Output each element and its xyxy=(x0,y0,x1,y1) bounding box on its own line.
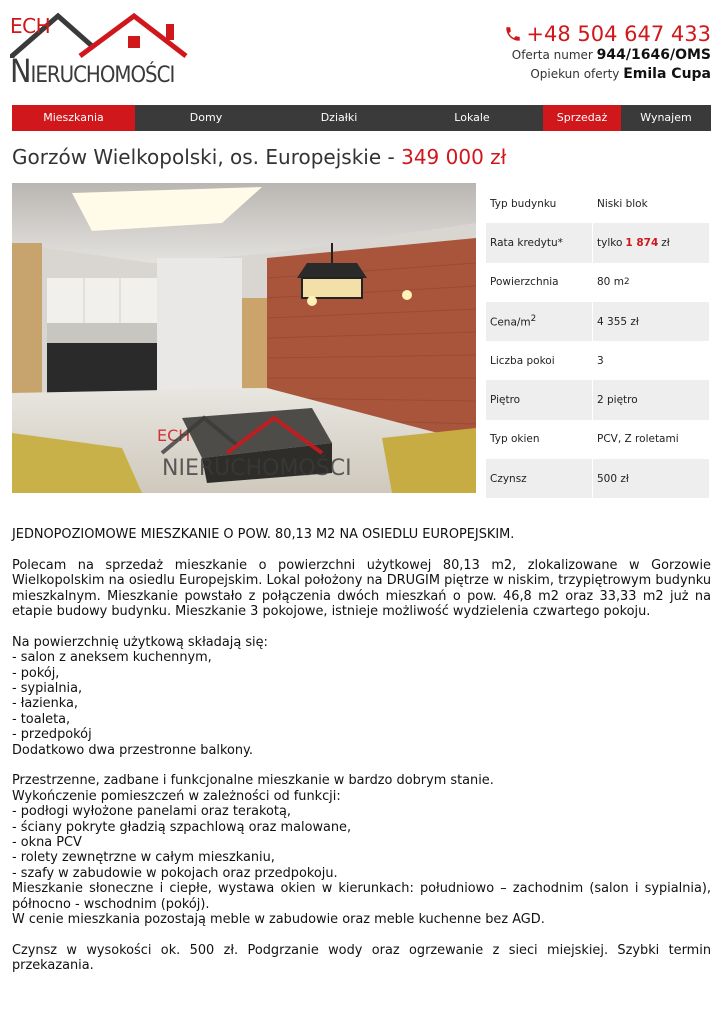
costs-note: Czynsz w wysokości ok. 500 zł. Podgrzanie wody oraz ogrzewanie z sieci miejskiej. Szybki termin przekazania. xyxy=(12,942,711,974)
phone-number: +48 504 647 433 xyxy=(526,22,711,46)
agency-logo[interactable] xyxy=(10,8,190,90)
sun-exposure-note: Mieszkanie słoneczne i ciepłe, wystawa okien w kierunkach: południowo – zachodnim (salon i sypialnia), północno - wschodnim (pokój). xyxy=(12,881,711,912)
spec-label: Typ budynku xyxy=(490,197,557,210)
loan-amount: 1 874 xyxy=(625,236,659,249)
main-nav xyxy=(12,105,711,131)
room-item: - łazienka, xyxy=(12,696,78,712)
logo-ech-text: ECH xyxy=(10,14,51,38)
nav-item-domy[interactable]: Domy xyxy=(189,111,223,124)
logo-name-rest: IERUCHOMOŚCI xyxy=(30,63,175,88)
finish-intro: Wykończenie pomieszczeń w zależności od funkcji: xyxy=(12,788,341,804)
area-value: 80 m xyxy=(597,276,624,289)
spec-row-price-per-m2 xyxy=(486,302,709,341)
spec-value: 4 355 zł xyxy=(592,302,709,341)
specs-table xyxy=(486,184,709,498)
spec-value: 500 zł xyxy=(592,459,709,498)
loan-suffix: zł xyxy=(661,236,670,249)
agent-line xyxy=(504,65,711,84)
nav-item-sprzedaz[interactable]: Sprzedaż xyxy=(543,105,621,131)
listing-description xyxy=(12,527,711,974)
area-unit-sup: 2 xyxy=(623,277,630,288)
room-item: - toaleta, xyxy=(12,711,71,727)
nav-item-lokale[interactable]: Lokale xyxy=(454,111,490,124)
spec-row-floor xyxy=(486,380,709,419)
spec-row-rent xyxy=(486,459,709,498)
nav-item-wynajem[interactable]: Wynajem xyxy=(640,111,692,124)
phone-link[interactable] xyxy=(504,22,711,46)
apartment-interior-image xyxy=(12,183,476,493)
spec-label: Czynsz xyxy=(490,472,527,485)
finish-item: - szafy w zabudowie w pokojach oraz przedpokoju. xyxy=(12,865,338,881)
price-per-m2-sup: 2 xyxy=(530,314,537,325)
room-item: - przedpokój xyxy=(12,727,92,743)
room-item: - sypialnia, xyxy=(12,681,83,697)
spec-label: Typ okien xyxy=(490,433,540,446)
spec-value xyxy=(592,263,709,302)
spec-label: Powierzchnia xyxy=(490,276,559,289)
spec-row-windows xyxy=(486,420,709,459)
spec-label: Rata kredytu* xyxy=(490,236,563,249)
spec-row-building-type xyxy=(486,184,709,223)
listing-location: Gorzów Wielkopolski, os. Europejskie - xyxy=(12,145,402,169)
spec-row-loan-rate xyxy=(486,223,709,262)
listing-photo[interactable] xyxy=(12,183,476,493)
price-per-m2-label: Cena/m xyxy=(490,316,531,329)
spec-value: 2 piętro xyxy=(592,380,709,419)
offer-label: Oferta numer xyxy=(511,48,593,62)
svg-text:ECH: ECH xyxy=(157,426,191,445)
loan-prefix: tylko xyxy=(597,236,623,249)
header xyxy=(0,0,724,100)
logo-name xyxy=(10,52,174,90)
phone-icon xyxy=(504,25,522,43)
finish-item: - okna PCV xyxy=(12,835,82,851)
spec-label xyxy=(486,314,592,329)
agent-name: Emila Cupa xyxy=(623,66,711,82)
state-note: Przestrzenne, zadbane i funkcjonalne mieszkanie w bardzo dobrym stanie. xyxy=(12,773,494,789)
room-item: - salon z aneksem kuchennym, xyxy=(12,650,212,666)
finish-item: - rolety zewnętrzne w całym mieszkaniu, xyxy=(12,850,275,866)
listing-title xyxy=(12,145,506,169)
spec-value: PCV, Z roletami xyxy=(592,420,709,459)
spec-label: Liczba pokoi xyxy=(490,354,555,367)
description-intro: Polecam na sprzedaż mieszkanie o powierzchni użytkowej 80,13 m2, zlokalizowane w Gorzowie Wielkopolskim na osiedlu Europejskim. Lokal położony na DRUGIM piętrze w niskim, trzypiętrowym budynku mieszkalnym. Mieszkanie powstało z połączenia dwóch mieszkań o pow. 46,8 m2 oraz 33,33 m2 już na etapie budowy budynku. Mieszkanie 3 pokojowe, istnieje możliwość wydzielenia czwartego pokoju. xyxy=(12,557,711,620)
spec-row-area xyxy=(486,263,709,302)
spec-value: 3 xyxy=(592,341,709,380)
balconies-note: Dodatkowo dwa przestronne balkony. xyxy=(12,742,253,758)
logo-initial: N xyxy=(10,52,31,90)
finish-item: - podłogi wyłożone panelami oraz terakotą, xyxy=(12,804,291,820)
spec-label: Piętro xyxy=(490,394,521,407)
offer-number-line xyxy=(504,46,711,65)
rooms-intro: Na powierzchnię użytkową składają się: xyxy=(12,634,268,650)
room-item: - pokój, xyxy=(12,665,60,681)
description-headline: JEDNOPOZIOMOWE MIESZKANIE O POW. 80,13 M2 NA OSIEDLU EUROPEJSKIM. xyxy=(12,527,515,542)
contact-block xyxy=(504,22,711,84)
spec-row-rooms xyxy=(486,341,709,380)
nav-item-dzialki[interactable]: Działki xyxy=(320,111,358,124)
listing-price: 349 000 zł xyxy=(401,145,507,169)
offer-number: 944/1646/OMS xyxy=(596,47,711,63)
furniture-note: W cenie mieszkania pozostają meble w zabudowie oraz meble kuchenne bez AGD. xyxy=(12,912,545,928)
finish-item: - ściany pokryte gładzią szpachlową oraz malowane, xyxy=(12,819,352,835)
spec-value: Niski blok xyxy=(592,184,709,223)
spec-value xyxy=(592,223,709,262)
nav-item-mieszkania[interactable]: Mieszkania xyxy=(12,105,135,131)
agent-label: Opiekun oferty xyxy=(530,67,620,81)
svg-text:NIERUCHOMOŚCI: NIERUCHOMOŚCI xyxy=(162,456,352,481)
